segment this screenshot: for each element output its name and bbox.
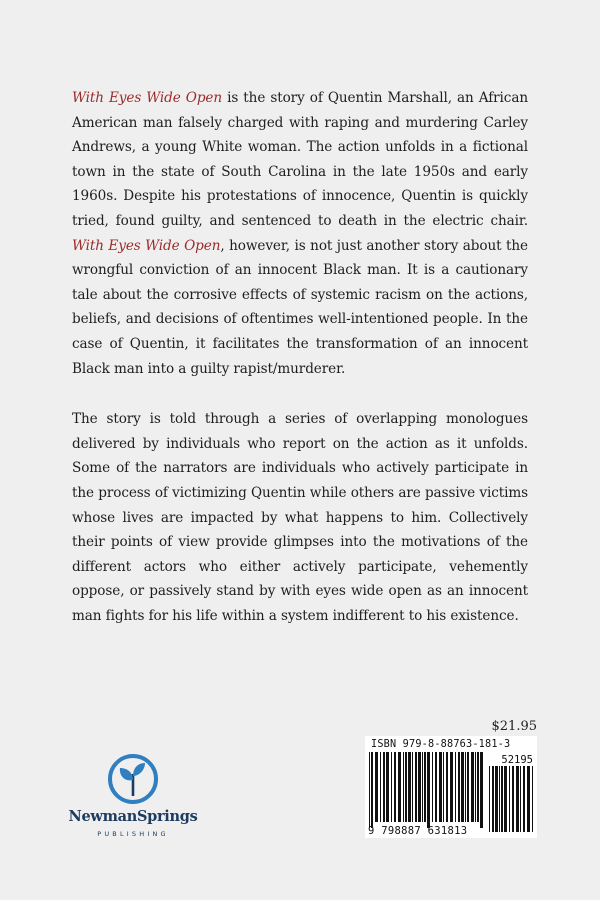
barcode-bar — [458, 752, 460, 822]
barcode-bar — [403, 752, 404, 822]
barcode-bar — [439, 752, 442, 822]
barcode-bar — [391, 752, 392, 822]
publisher-subtitle: PUBLISHING — [97, 830, 169, 838]
barcode-bar — [386, 752, 389, 822]
publisher-name: NewmanSprings — [68, 808, 198, 825]
price-label: $21.95 — [491, 719, 537, 734]
sprout-icon — [103, 752, 163, 807]
barcode-bar — [512, 766, 514, 832]
barcode-bar — [415, 752, 417, 822]
barcode-bar — [408, 752, 411, 822]
barcode-bar — [461, 752, 464, 822]
barcode-bar — [509, 766, 510, 832]
ean-digits: 9 798887 631813 — [368, 825, 468, 837]
publisher-logo — [62, 752, 204, 852]
barcode-bar — [427, 752, 430, 828]
barcode-bar — [499, 766, 500, 832]
barcode-bar — [398, 752, 401, 822]
blurb-paragraph-2: The story is told through a series of overlapping monologues delivered by individuals who report on the action as it unfolds. Some of the narrators are individuals who actively participate in the process of victimizing Quentin while others are passive victims whose lives are impacted by what happens to him. Collectively their points of view provide glimpses into the motivations of the different actors who either actively participate, vehemently oppose, or passively stand by with eyes wide open as an innocent man fights for his life within a system indifferent to his existence. — [72, 411, 528, 624]
barcode-bar — [371, 752, 373, 828]
barcode-bar — [489, 766, 490, 832]
barcode-bar — [412, 752, 413, 822]
barcode-bar — [523, 766, 525, 832]
barcode-bar — [443, 752, 444, 822]
barcode-bar — [475, 752, 476, 822]
barcode-bar — [424, 752, 426, 822]
barcode-bar — [450, 752, 453, 822]
barcode-bar — [501, 766, 503, 832]
barcode-bars — [365, 736, 537, 838]
isbn-barcode — [365, 736, 537, 838]
barcode-bar — [480, 752, 483, 828]
barcode-bar — [432, 752, 433, 822]
barcode-bar — [455, 752, 456, 822]
book-title-italic: With Eyes Wide Open — [72, 237, 221, 254]
barcode-bar — [380, 752, 381, 822]
barcode-bar — [467, 752, 469, 822]
barcode-bar — [471, 752, 474, 822]
barcode-price-code: 52195 — [501, 754, 533, 766]
barcode-bar — [394, 752, 396, 822]
barcode-bar — [532, 766, 533, 832]
barcode-bar — [465, 752, 466, 822]
barcode-bar — [492, 766, 494, 832]
barcode-bar — [405, 752, 407, 822]
isbn-number: ISBN 979-8-88763-181-3 — [371, 739, 511, 750]
barcode-bar — [418, 752, 421, 822]
barcode-bar — [375, 752, 378, 822]
blurb-text: , however, is not just another story about the wrongful conviction of an innocent Black man. It is a cautionary tale about the corrosive effects of systemic racism on the actions, beliefs, and decisions of oftentimes well-intentioned people. In the case of Quentin, it facilitates the transformation of an innocent Black man into a guilty rapist/murderer. — [72, 237, 528, 377]
barcode-bar — [504, 766, 507, 832]
blurb-text: is the story of Quentin Marshall, an African American man falsely charged with raping and murdering Carley Andrews, a young White woman. The action unfolds in a fictional town in the state of South Carolina in the late 1950s and early 1960s. Despite his protestations of innocence, Quentin is quickly tried, found guilty, and sentenced to death in the electric chair. — [72, 90, 528, 229]
barcode-bar — [446, 752, 448, 822]
back-cover-blurb — [72, 86, 528, 654]
barcode-bar — [383, 752, 385, 822]
barcode-bar — [527, 766, 530, 832]
barcode-bar — [516, 766, 519, 832]
barcode-bar — [422, 752, 423, 822]
barcode-bar — [369, 752, 370, 828]
blurb-paragraph-1 — [72, 86, 528, 381]
barcode-bar — [520, 766, 521, 832]
book-title-italic: With Eyes Wide Open — [72, 90, 223, 106]
barcode-bar — [477, 752, 479, 822]
barcode-bar — [495, 766, 498, 832]
barcode-bar — [435, 752, 437, 822]
